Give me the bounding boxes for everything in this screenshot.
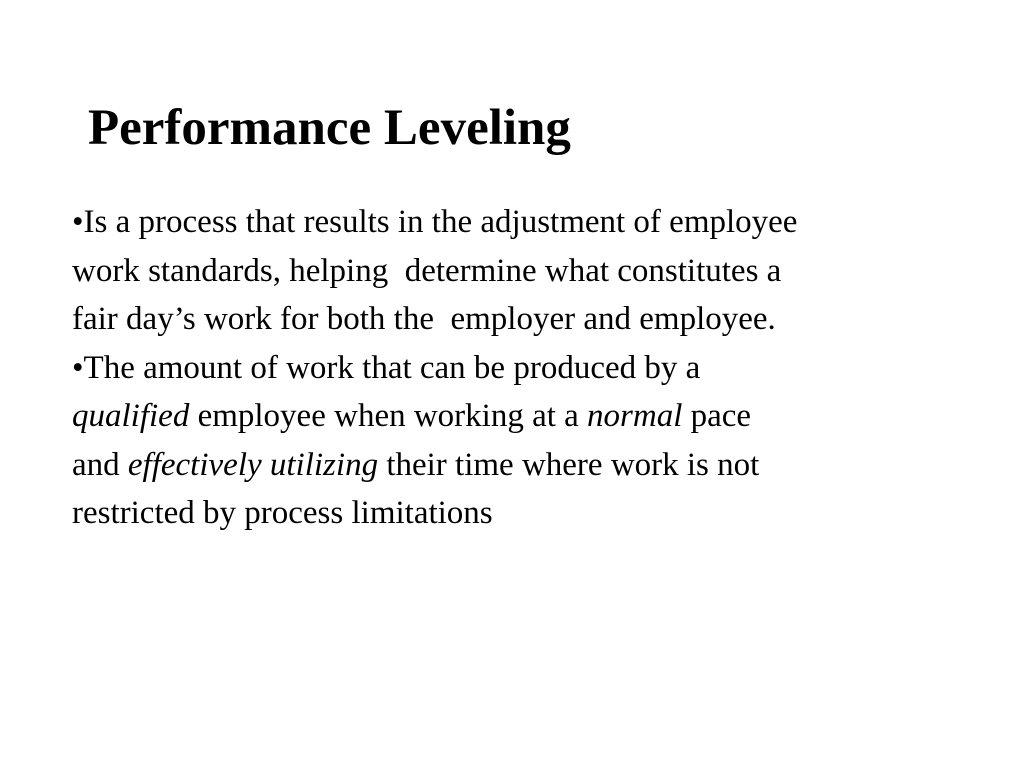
bullet-2-line-3 <box>72 441 972 490</box>
bullet-2-line-2-text-b: pace <box>682 398 752 434</box>
bullet-2-line-4: restricted by process limitations <box>72 495 493 531</box>
bullet-1-line-2: work standards, helping determine what constitutes a <box>72 252 782 289</box>
emphasis-normal: normal <box>587 398 683 434</box>
emphasis-effectively-utilizing: effectively utilizing <box>127 446 379 483</box>
emphasis-qualified: qualified <box>72 398 190 434</box>
bullet-2-line-1: •The amount of work that can be produced by a <box>72 349 701 386</box>
bullet-2-line-3-text-b: their time where work is not <box>378 446 760 483</box>
slide-body <box>72 198 972 538</box>
bullet-2-line-2 <box>72 392 972 441</box>
bullet-2-line-3-text-a: and <box>72 446 128 483</box>
bullet-1-line-3: fair day’s work for both the employer and employee. <box>72 301 776 337</box>
bullet-1-line-1: •Is a process that results in the adjustment of employee <box>72 204 798 240</box>
slide-title: Performance Leveling <box>88 100 571 156</box>
bullet-2-line-2-text-a: employee when working at a <box>189 398 588 434</box>
